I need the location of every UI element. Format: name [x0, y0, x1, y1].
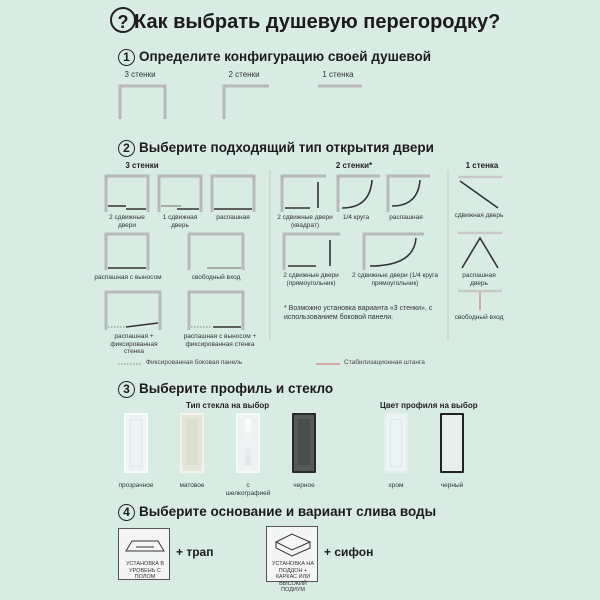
glass-clear-label: прозрачное	[118, 482, 154, 489]
door-3w-free-entry-label: свободный вход	[191, 274, 241, 281]
door-2w-2-sliding-rect	[282, 232, 340, 270]
door-2w-quarter-circle-label: 1/4 круга	[342, 214, 370, 221]
door-3w-outward-fixed	[187, 290, 245, 330]
door-3w-outward-fixed-label: распашная с выносом + фиксированная стенка	[183, 333, 257, 348]
glass-matte-label: матовое	[179, 482, 205, 489]
step4-title: Выберите основание и вариант слива воды	[139, 504, 437, 519]
glass-clear-sample	[124, 413, 148, 473]
door-1w-hinged	[456, 230, 502, 270]
door-1w-sliding	[456, 174, 502, 210]
group-1wall: 1 стенка	[465, 161, 499, 170]
door-3w-hinged-label: распашная	[216, 214, 250, 221]
door-2w-quarter-rect	[362, 232, 424, 270]
config-2walls-diagram	[222, 83, 272, 119]
door-2w-2-sliding-square	[280, 174, 326, 212]
legend-fixed-label: Фиксированная боковая панель	[146, 359, 243, 366]
legend-stabilizer-swatch	[316, 362, 340, 366]
door-3w-free-entry	[187, 232, 245, 270]
door-2w-2-sliding-square-label: 2 сдвижные двери (квадрат)	[277, 214, 333, 229]
base-floor-level-result: + трап	[176, 545, 214, 559]
door-1w-hinged-label: распашная дверь	[462, 272, 496, 287]
legend-stabilizer-label: Стабилизационная штанга	[344, 359, 425, 366]
base-floor-level-card	[118, 528, 170, 580]
group-2walls: 2 стенки*	[335, 161, 373, 170]
config-1wall-label: 1 стенка	[322, 70, 354, 79]
config-3walls-diagram	[118, 83, 168, 119]
door-2w-hinged-label: распашная	[389, 214, 423, 221]
door-2w-quarter-rect-label: 2 сдвижные двери (1/4 круга прямоугольник)	[352, 272, 438, 287]
door-3w-2-sliding-label: 2 сдвижные двери	[109, 214, 145, 229]
legend-fixed-swatch	[118, 362, 142, 366]
base-tray-text: УСТАНОВКА НА ПОДДОН + КАРКАС ИЛИ ВЫСОКИЙ ПОДИУМ	[271, 561, 315, 593]
step1-title: Определите конфигурацию своей душевой	[139, 49, 432, 64]
step3-title: Выберите профиль и стекло	[139, 381, 334, 396]
profile-black-label: черный	[440, 482, 464, 489]
glass-print-label: с шелкографией	[225, 482, 271, 497]
glass-matte-sample	[180, 413, 204, 473]
step2-title: Выберите подходящий тип открытия двери	[139, 140, 434, 155]
door-1w-free-entry	[456, 288, 502, 312]
config-1wall-diagram	[318, 83, 362, 93]
door-2w-quarter-circle	[336, 174, 380, 212]
door-1w-free-entry-label: свободный вход	[454, 314, 504, 321]
profile-chrome-sample	[384, 413, 408, 473]
config-2walls-label: 2 стенки	[228, 70, 260, 79]
separator-line	[268, 170, 272, 340]
door-3w-hinged-fixed	[104, 290, 162, 330]
door-1w-sliding-label: сдвижная дверь	[454, 212, 504, 219]
group-3walls: 3 стенки	[125, 161, 159, 170]
floor-drain-icon	[120, 533, 170, 559]
shower-tray-icon	[268, 530, 318, 560]
glass-type-heading: Тип стекла на выбор	[186, 401, 270, 410]
config-3walls-label: 3 стенки	[124, 70, 156, 79]
separator-line	[446, 170, 450, 340]
glass-black-sample	[292, 413, 316, 473]
step4-number: 4	[118, 504, 135, 521]
step1-number: 1	[118, 49, 135, 66]
question-icon: ?	[110, 7, 136, 33]
door-3w-1-sliding-label: 1 сдвижная дверь	[162, 214, 198, 229]
profile-color-heading: Цвет профиля на выбор	[380, 401, 478, 410]
profile-chrome-label: хром	[388, 482, 404, 489]
step3-number: 3	[118, 381, 135, 398]
door-3w-1-sliding	[157, 174, 203, 212]
step2-number: 2	[118, 140, 135, 157]
door-2w-2-sliding-rect-label: 2 сдвижные двери (прямоугольник)	[283, 272, 339, 287]
step2-footnote: * Возможно установка варианта «3 стенки», с использованием боковой панели.	[284, 305, 433, 321]
page-title: Как выбрать душевую перегородку?	[134, 11, 501, 33]
base-floor-level-text: УСТАНОВКА В УРОВЕНЬ С ПОЛОМ	[125, 561, 165, 580]
door-3w-hinged-fixed-label: распашная + фиксированная стенка	[110, 333, 158, 355]
door-3w-hinged	[210, 174, 256, 212]
door-3w-hinged-outward	[104, 232, 150, 270]
glass-print-sample	[236, 413, 260, 473]
base-tray-result: + сифон	[324, 545, 374, 559]
door-3w-2-sliding	[104, 174, 150, 212]
door-2w-hinged	[386, 174, 430, 212]
glass-black-label: черное	[293, 482, 315, 489]
profile-black-sample	[440, 413, 464, 473]
base-tray-card	[266, 526, 318, 593]
door-3w-hinged-outward-label: распашная с выносом	[94, 274, 162, 281]
